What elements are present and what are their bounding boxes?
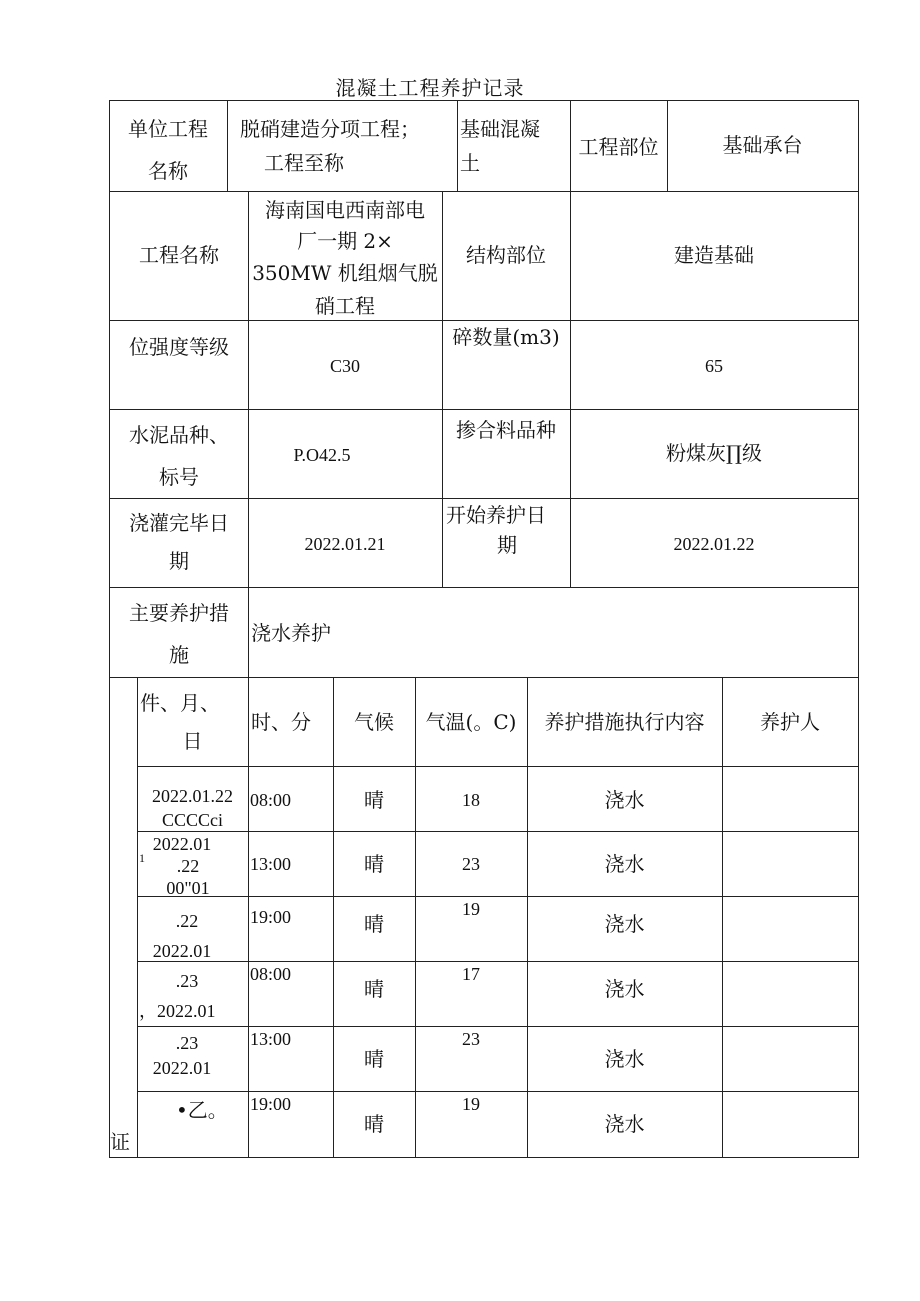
log-row-2-time: 19:00 [250, 907, 292, 927]
measures-label-2: 施 [169, 643, 189, 667]
pour-end-label-2: 期 [169, 549, 189, 573]
project-name-line-4: 硝工程 [315, 294, 375, 318]
log-row-5-time: 19:00 [250, 1094, 292, 1114]
structure-part-label: 结构部位 [466, 243, 546, 267]
cement-value: P.O42.5 [293, 445, 351, 465]
log-row-5-content: 浇水 [604, 1112, 645, 1136]
log-row-2-date-1: .22 [175, 911, 199, 931]
work-part-label: 工程部位 [578, 135, 659, 159]
log-header-time: 时、分 [251, 710, 311, 734]
admixture-value: 粉煤灰∏级 [666, 441, 762, 465]
log-row-4-date-1: .23 [175, 1033, 199, 1053]
strength-value: C30 [329, 356, 360, 376]
log-row-1-temp: 23 [462, 854, 480, 874]
log-row-0-date-2: CCCCci [161, 810, 223, 830]
log-header-person: 养护人 [760, 710, 820, 734]
pour-end-value: 2022.01.21 [304, 534, 386, 554]
log-row-3-temp: 17 [462, 964, 480, 984]
log-row-2-temp: 19 [462, 899, 480, 919]
project-name-line-3: 350MW 机组烟气脱 [252, 261, 438, 285]
unit-project-value-2: 工程至称 [264, 151, 344, 175]
log-header-temp: 气温(。C) [425, 710, 517, 734]
unit-project-label-1: 单位工程 [128, 117, 208, 141]
log-row-2-content: 浇水 [604, 912, 645, 936]
log-row-5-weather: 晴 [364, 1112, 384, 1136]
curing-start-label-1: 开始养护日 [446, 503, 546, 527]
log-row-0-time: 08:00 [250, 790, 292, 810]
log-row-3-weather: 晴 [364, 977, 384, 1001]
work-part-value: 基础承台 [722, 133, 803, 157]
log-row-0-content: 浇水 [604, 788, 645, 812]
side-mark-2: 证 [110, 1130, 130, 1154]
log-row-5-temp: 19 [462, 1094, 480, 1114]
log-row-0-weather: 晴 [364, 788, 384, 812]
log-row-4-time: 13:00 [250, 1029, 292, 1049]
log-header-date-2: 日 [182, 729, 203, 753]
unit-project-extra-1: 基础混凝 [460, 117, 540, 141]
log-row-3-content: 浇水 [604, 977, 645, 1001]
log-row-4-weather: 晴 [364, 1047, 384, 1071]
log-header-weather: 气候 [354, 710, 394, 734]
log-row-1-date-1: 2022.01 [152, 834, 212, 854]
side-mark-1: 1 [139, 851, 145, 865]
structure-part-value: 建造基础 [674, 243, 754, 267]
cement-label-2: 标号 [159, 465, 199, 489]
log-row-1-content: 浇水 [604, 852, 645, 876]
unit-project-value-1: 脱硝建造分项工程； [240, 117, 420, 141]
log-row-4-date-2: 2022.01 [152, 1058, 212, 1078]
log-header-content: 养护措施执行内容 [544, 710, 705, 734]
log-row-5-date-1: •乙。 [176, 1098, 228, 1122]
log-row-3-time: 08:00 [250, 964, 292, 984]
log-row-4-temp: 23 [462, 1029, 480, 1049]
strength-label: 位强度等级 [129, 335, 229, 359]
log-row-3-date-2: ，2022.01 [139, 1001, 216, 1021]
log-row-2-date-2: 2022.01 [152, 941, 212, 961]
unit-project-extra-2: 土 [460, 151, 480, 175]
project-name-line-1: 海南国电西南部电 [265, 198, 425, 222]
log-row-2-weather: 晴 [364, 912, 384, 936]
log-row-3-date-1: .23 [175, 971, 199, 991]
log-row-1-time: 13:00 [250, 854, 292, 874]
pour-end-label-1: 浇灌完毕日 [129, 511, 229, 535]
page-title: 混凝土工程养护记录 [335, 76, 525, 100]
cement-label-1: 水泥品种、 [129, 423, 229, 447]
curing-start-value: 2022.01.22 [673, 534, 755, 554]
unit-project-label-2: 名称 [148, 159, 188, 183]
log-row-1-weather: 晴 [364, 852, 384, 876]
admixture-label: 掺合料品种 [456, 418, 556, 442]
project-name-line-2: 厂一期 2× [297, 229, 393, 253]
log-header-date-1: 件、月、 [140, 691, 220, 715]
log-row-0-temp: 18 [462, 790, 480, 810]
project-name-label: 工程名称 [139, 243, 219, 267]
measures-value: 浇水养护 [251, 621, 331, 645]
curing-start-label-2: 期 [497, 533, 517, 557]
log-row-4-content: 浇水 [604, 1047, 645, 1071]
measures-label-1: 主要养护措 [129, 601, 229, 625]
log-row-1-date-3: 00"01 [166, 878, 210, 898]
volume-label: 碎数量(m3) [452, 325, 560, 349]
log-row-1-date-2: .22 [176, 856, 200, 876]
volume-value: 65 [705, 356, 723, 376]
log-row-0-date-1: 2022.01.22 [152, 786, 233, 806]
